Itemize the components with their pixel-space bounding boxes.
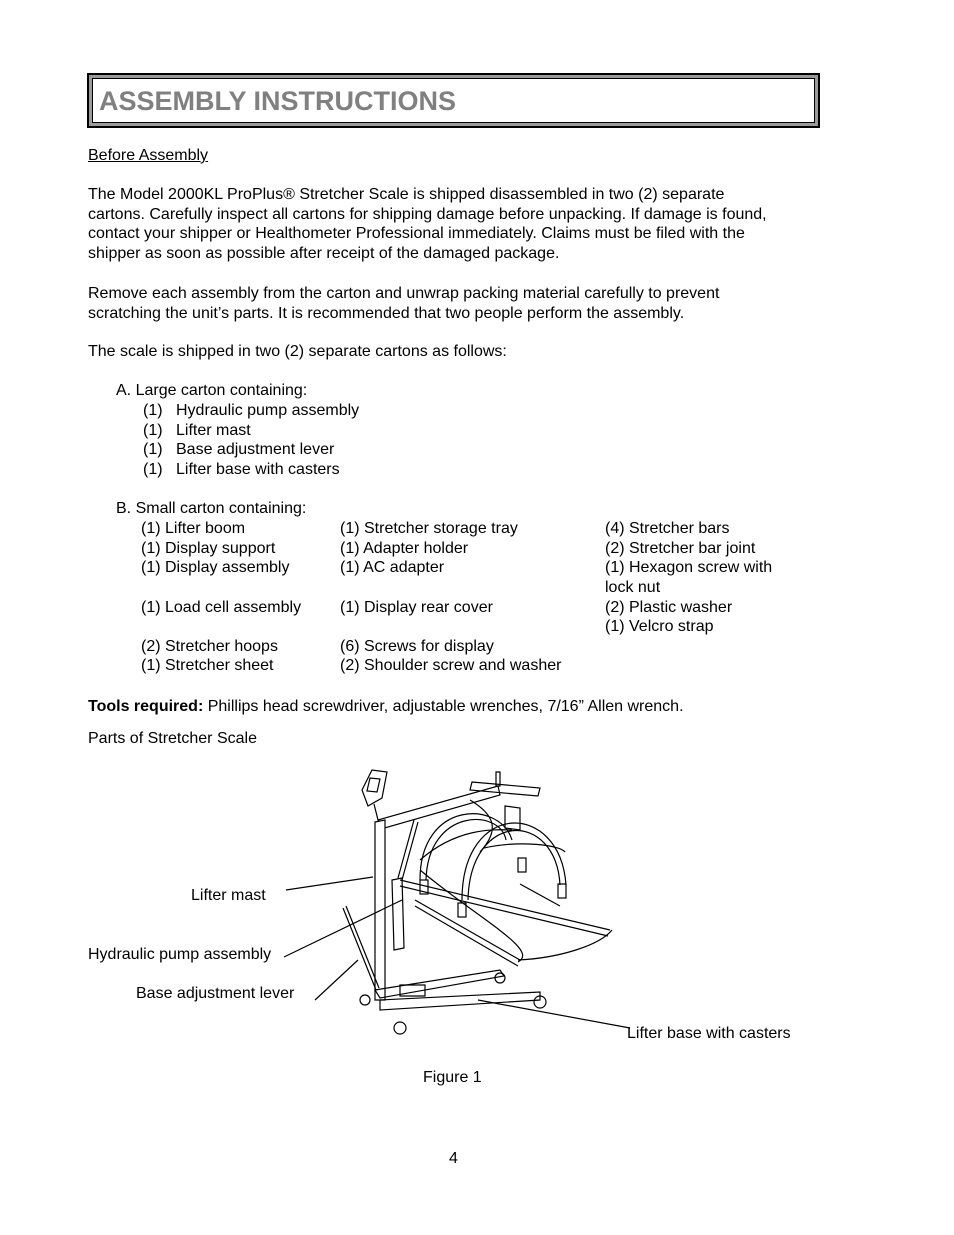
figure-caption: Figure 1: [423, 1069, 482, 1086]
leader-lifter-base: [478, 1000, 630, 1028]
page-title: ASSEMBLY INSTRUCTIONS: [99, 86, 457, 116]
carton-a-item-2: Lifter mast: [176, 422, 251, 439]
carton-b-col1-item: (1) Display assembly: [141, 559, 290, 576]
callout-lifter-mast: Lifter mast: [191, 887, 266, 904]
carton-b-col2-item: (2) Shoulder screw and washer: [340, 657, 562, 674]
carton-a-qty-2: (1): [143, 422, 163, 439]
carton-a-qty-3: (1): [143, 441, 163, 458]
stretcher-hoop: [420, 814, 512, 880]
carton-b-col1-item: (2) Stretcher hoops: [141, 638, 278, 655]
carton-a-item-3: Base adjustment lever: [176, 441, 335, 458]
cartons-intro: The scale is shipped in two (2) separate cartons as follows:: [88, 343, 507, 360]
carton-b-col3-item: (2) Stretcher bar joint: [605, 540, 756, 557]
tools-required: [88, 697, 684, 717]
page-number: 4: [449, 1150, 458, 1167]
carton-b-col2-item: (1) Adapter holder: [340, 540, 469, 557]
carton-b-col2-item: (1) AC adapter: [340, 559, 445, 576]
carton-a-heading: A. Large carton containing:: [116, 382, 308, 399]
carton-b-col2-item: (6) Screws for display: [340, 638, 494, 655]
carton-a-item-4: Lifter base with casters: [176, 461, 340, 478]
leader-lifter-mast: [286, 877, 373, 890]
before-assembly-heading: Before Assembly: [88, 147, 209, 164]
lifter-mast: [375, 820, 385, 1000]
carton-b-col2-item: (1) Display rear cover: [340, 599, 493, 616]
carton-b-col3-item: (4) Stretcher bars: [605, 520, 730, 537]
carton-a-qty-1: (1): [143, 402, 163, 419]
intro-line-4: shipper as soon as possible after receipt of the damaged package.: [88, 244, 560, 262]
callout-lifter-base: Lifter base with casters: [627, 1025, 791, 1042]
display-assembly: [362, 770, 387, 806]
figure-heading: Parts of Stretcher Scale: [88, 730, 257, 747]
carton-b-col3-item: (1) Hexagon screw with: [605, 559, 773, 576]
carton-b-col2-item: (1) Stretcher storage tray: [340, 520, 518, 537]
carton-b-col1-item: (1) Display support: [141, 540, 276, 557]
carton-b-col3-item: lock nut: [605, 579, 661, 596]
tools-text: Phillips head screwdriver, adjustable wrenches, 7/16” Allen wrench.: [203, 698, 684, 715]
carton-a-item-1: Hydraulic pump assembly: [176, 402, 360, 419]
callout-base-lever: Base adjustment lever: [136, 985, 295, 1002]
hydraulic-pump: [392, 878, 404, 950]
unwrap-line-2: scratching the unit’s parts. It is recommended that two people perform the assembly.: [88, 304, 685, 322]
lifter-base: [375, 970, 504, 998]
carton-b-col1-item: (1) Load cell assembly: [141, 599, 302, 616]
tools-label: Tools required:: [88, 698, 204, 715]
carton-a-qty-4: (1): [143, 461, 163, 478]
lifter-boom: [378, 786, 500, 829]
unwrap-line-1: Remove each assembly from the carton and unwrap packing material carefully to prevent: [88, 285, 720, 302]
carton-b-heading: B. Small carton containing:: [116, 500, 307, 517]
carton-b-col1-item: (1) Stretcher sheet: [141, 657, 274, 674]
intro-line-3: contact your shipper or Healthometer Professional immediately. Claims must be filed with the: [88, 225, 745, 243]
callout-hydraulic-pump: Hydraulic pump assembly: [88, 946, 272, 963]
carton-b-col3-item: (2) Plastic washer: [605, 599, 733, 616]
intro-paragraph: [88, 185, 828, 263]
carton-b-col3-item: (1) Velcro strap: [605, 618, 714, 635]
unwrap-paragraph: [88, 284, 828, 323]
section-title-box: [87, 73, 820, 128]
intro-line-1: The Model 2000KL ProPlus® Stretcher Scale is shipped disassembled in two (2) separate: [88, 186, 725, 203]
carton-b-col1-item: (1) Lifter boom: [141, 520, 246, 537]
leader-hydraulic-pump: [284, 900, 402, 957]
intro-line-2: cartons. Carefully inspect all cartons for shipping damage before unpacking. If damage is found,: [88, 205, 767, 223]
leader-base-lever: [315, 960, 358, 1000]
